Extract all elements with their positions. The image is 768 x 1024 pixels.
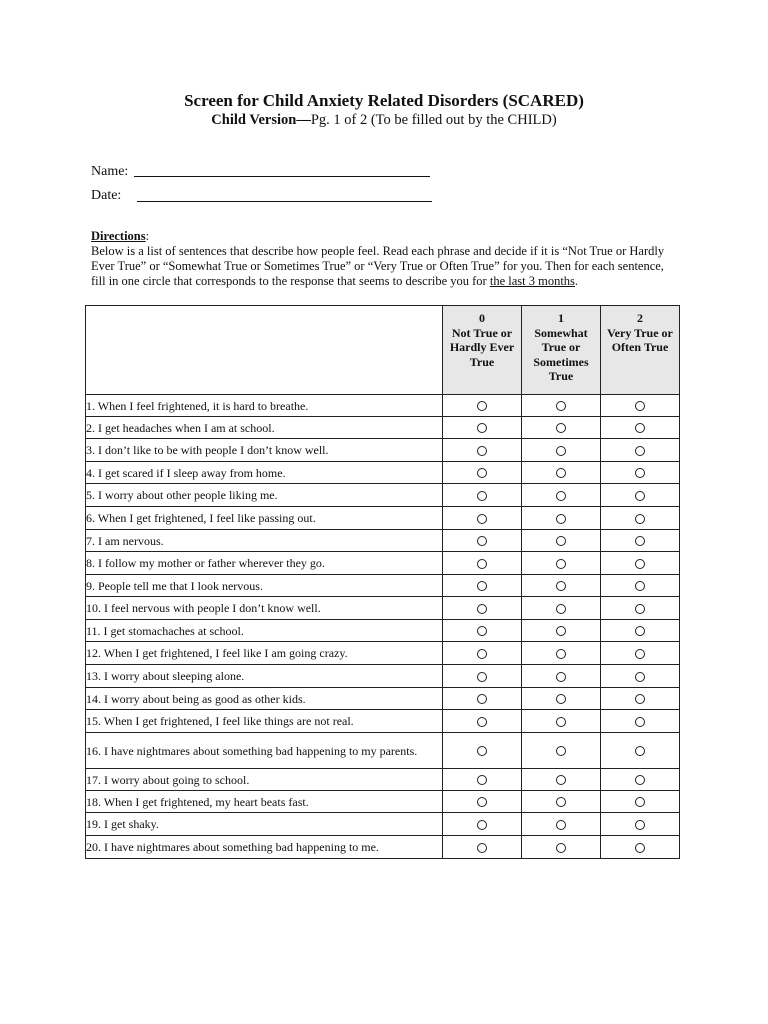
option-header-0 bbox=[443, 306, 522, 395]
response-cell-1 bbox=[522, 484, 601, 507]
response-cell-0 bbox=[443, 688, 522, 710]
response-cell-2 bbox=[601, 417, 680, 439]
table-row bbox=[86, 530, 680, 552]
response-cell-2 bbox=[601, 791, 680, 813]
response-radio-circle[interactable] bbox=[556, 536, 566, 546]
response-cell-1 bbox=[522, 530, 601, 552]
question-text: 3. I don’t like to be with people I don’t know well. bbox=[86, 439, 443, 462]
response-cell-2 bbox=[601, 484, 680, 507]
table-row bbox=[86, 836, 680, 859]
directions-text-end: . bbox=[574, 274, 579, 288]
response-radio-circle[interactable] bbox=[635, 491, 645, 501]
date-field[interactable] bbox=[137, 201, 432, 202]
response-cell-2 bbox=[601, 395, 680, 417]
table-row bbox=[86, 688, 680, 710]
question-text: 13. I worry about sleeping alone. bbox=[86, 665, 443, 688]
response-radio-circle[interactable] bbox=[556, 401, 566, 411]
response-cell-2 bbox=[601, 710, 680, 733]
response-radio-circle[interactable] bbox=[477, 581, 487, 591]
question-text: 15. When I get frightened, I feel like things are not real. bbox=[86, 710, 443, 733]
table-row bbox=[86, 462, 680, 484]
response-radio-circle[interactable] bbox=[556, 468, 566, 478]
table-row bbox=[86, 733, 680, 769]
response-radio-circle[interactable] bbox=[556, 672, 566, 682]
response-cell-0 bbox=[443, 710, 522, 733]
response-radio-circle[interactable] bbox=[556, 775, 566, 785]
response-cell-1 bbox=[522, 836, 601, 859]
response-radio-circle[interactable] bbox=[477, 843, 487, 853]
directions-colon: : bbox=[145, 229, 150, 243]
response-cell-2 bbox=[601, 733, 680, 769]
item-header-cell bbox=[86, 306, 443, 395]
response-cell-1 bbox=[522, 791, 601, 813]
response-cell-2 bbox=[601, 620, 680, 642]
response-cell-0 bbox=[443, 733, 522, 769]
question-text: 5. I worry about other people liking me. bbox=[86, 484, 443, 507]
response-radio-circle[interactable] bbox=[477, 717, 487, 727]
response-radio-circle[interactable] bbox=[477, 514, 487, 524]
question-text: 10. I feel nervous with people I don’t know well. bbox=[86, 597, 443, 620]
table-row bbox=[86, 597, 680, 620]
response-radio-circle[interactable] bbox=[635, 672, 645, 682]
response-cell-0 bbox=[443, 620, 522, 642]
response-cell-2 bbox=[601, 439, 680, 462]
option-score: 2 bbox=[637, 311, 643, 325]
question-text: 4. I get scared if I sleep away from home. bbox=[86, 462, 443, 484]
response-cell-0 bbox=[443, 769, 522, 791]
response-radio-circle[interactable] bbox=[635, 775, 645, 785]
response-cell-1 bbox=[522, 597, 601, 620]
response-radio-circle[interactable] bbox=[635, 649, 645, 659]
name-field[interactable] bbox=[134, 176, 430, 177]
response-radio-circle[interactable] bbox=[556, 820, 566, 830]
response-cell-1 bbox=[522, 439, 601, 462]
response-cell-1 bbox=[522, 575, 601, 597]
option-score: 1 bbox=[558, 311, 564, 325]
question-text: 19. I get shaky. bbox=[86, 813, 443, 836]
response-radio-circle[interactable] bbox=[635, 423, 645, 433]
response-cell-0 bbox=[443, 395, 522, 417]
response-radio-circle[interactable] bbox=[556, 694, 566, 704]
response-cell-2 bbox=[601, 575, 680, 597]
response-radio-circle[interactable] bbox=[556, 446, 566, 456]
response-radio-circle[interactable] bbox=[477, 468, 487, 478]
response-radio-circle[interactable] bbox=[556, 604, 566, 614]
response-cell-1 bbox=[522, 642, 601, 665]
response-cell-1 bbox=[522, 507, 601, 530]
table-row bbox=[86, 552, 680, 575]
response-cell-1 bbox=[522, 665, 601, 688]
response-cell-1 bbox=[522, 813, 601, 836]
response-cell-1 bbox=[522, 733, 601, 769]
table-row bbox=[86, 642, 680, 665]
question-text: 14. I worry about being as good as other kids. bbox=[86, 688, 443, 710]
response-radio-circle[interactable] bbox=[635, 604, 645, 614]
response-radio-circle[interactable] bbox=[477, 446, 487, 456]
question-text: 7. I am nervous. bbox=[86, 530, 443, 552]
response-radio-circle[interactable] bbox=[477, 797, 487, 807]
response-cell-0 bbox=[443, 597, 522, 620]
question-text: 8. I follow my mother or father wherever they go. bbox=[86, 552, 443, 575]
question-text: 1. When I feel frightened, it is hard to breathe. bbox=[86, 395, 443, 417]
response-radio-circle[interactable] bbox=[635, 536, 645, 546]
question-text: 12. When I get frightened, I feel like I am going crazy. bbox=[86, 642, 443, 665]
response-cell-1 bbox=[522, 710, 601, 733]
response-radio-circle[interactable] bbox=[556, 649, 566, 659]
response-radio-circle[interactable] bbox=[635, 843, 645, 853]
response-radio-circle[interactable] bbox=[477, 423, 487, 433]
table-row bbox=[86, 575, 680, 597]
question-text: 9. People tell me that I look nervous. bbox=[86, 575, 443, 597]
response-radio-circle[interactable] bbox=[477, 694, 487, 704]
option-label: Not True or Hardly Ever True bbox=[449, 325, 515, 369]
response-radio-circle[interactable] bbox=[635, 717, 645, 727]
option-score: 0 bbox=[479, 311, 485, 325]
response-cell-1 bbox=[522, 769, 601, 791]
response-radio-circle[interactable] bbox=[635, 797, 645, 807]
response-cell-0 bbox=[443, 642, 522, 665]
response-radio-circle[interactable] bbox=[556, 559, 566, 569]
response-cell-0 bbox=[443, 836, 522, 859]
response-cell-2 bbox=[601, 836, 680, 859]
form-subtitle bbox=[0, 112, 768, 129]
response-cell-0 bbox=[443, 507, 522, 530]
response-radio-circle[interactable] bbox=[477, 491, 487, 501]
response-radio-circle[interactable] bbox=[556, 626, 566, 636]
question-text: 2. I get headaches when I am at school. bbox=[86, 417, 443, 439]
subtitle-page-info: Pg. 1 of 2 (To be filled out by the CHILD) bbox=[310, 112, 557, 128]
table-header-row bbox=[86, 306, 680, 395]
response-radio-circle[interactable] bbox=[556, 717, 566, 727]
question-rows bbox=[86, 395, 680, 859]
directions-text bbox=[91, 244, 681, 289]
response-radio-circle[interactable] bbox=[477, 820, 487, 830]
response-cell-0 bbox=[443, 575, 522, 597]
question-text: 20. I have nightmares about something bad happening to me. bbox=[86, 836, 443, 859]
response-cell-2 bbox=[601, 642, 680, 665]
response-radio-circle[interactable] bbox=[477, 775, 487, 785]
question-text: 6. When I get frightened, I feel like passing out. bbox=[86, 507, 443, 530]
response-radio-circle[interactable] bbox=[477, 559, 487, 569]
response-cell-2 bbox=[601, 665, 680, 688]
question-text: 17. I worry about going to school. bbox=[86, 769, 443, 791]
table-row bbox=[86, 620, 680, 642]
option-header-1 bbox=[522, 306, 601, 395]
response-radio-circle[interactable] bbox=[635, 468, 645, 478]
table-row bbox=[86, 507, 680, 530]
response-cell-0 bbox=[443, 439, 522, 462]
response-cell-2 bbox=[601, 552, 680, 575]
response-cell-2 bbox=[601, 769, 680, 791]
response-cell-2 bbox=[601, 813, 680, 836]
response-radio-circle[interactable] bbox=[635, 746, 645, 756]
question-text: 11. I get stomachaches at school. bbox=[86, 620, 443, 642]
table-row bbox=[86, 417, 680, 439]
directions-time-period: the last 3 months bbox=[489, 274, 575, 288]
table-row bbox=[86, 710, 680, 733]
response-radio-circle[interactable] bbox=[635, 514, 645, 524]
response-radio-circle[interactable] bbox=[635, 446, 645, 456]
response-radio-circle[interactable] bbox=[477, 626, 487, 636]
response-radio-circle[interactable] bbox=[556, 746, 566, 756]
response-cell-0 bbox=[443, 665, 522, 688]
directions-block bbox=[91, 229, 681, 289]
option-label: Somewhat True or Sometimes True bbox=[533, 325, 589, 383]
option-header-2 bbox=[601, 306, 680, 395]
response-radio-circle[interactable] bbox=[477, 604, 487, 614]
response-cell-0 bbox=[443, 417, 522, 439]
response-cell-2 bbox=[601, 597, 680, 620]
response-cell-2 bbox=[601, 507, 680, 530]
table-row bbox=[86, 665, 680, 688]
subtitle-version: Child Version— bbox=[211, 112, 311, 128]
table-row bbox=[86, 439, 680, 462]
question-text: 16. I have nightmares about something bad happening to my parents. bbox=[86, 733, 443, 769]
response-cell-2 bbox=[601, 688, 680, 710]
response-cell-0 bbox=[443, 484, 522, 507]
name-label: Name: bbox=[91, 164, 129, 179]
response-radio-circle[interactable] bbox=[635, 401, 645, 411]
response-radio-circle[interactable] bbox=[477, 672, 487, 682]
response-radio-circle[interactable] bbox=[556, 843, 566, 853]
response-radio-circle[interactable] bbox=[556, 491, 566, 501]
response-radio-circle[interactable] bbox=[556, 423, 566, 433]
response-cell-1 bbox=[522, 552, 601, 575]
response-cell-2 bbox=[601, 462, 680, 484]
table-row bbox=[86, 395, 680, 417]
scared-questionnaire-table bbox=[85, 305, 680, 859]
response-cell-1 bbox=[522, 620, 601, 642]
response-cell-0 bbox=[443, 462, 522, 484]
question-text: 18. When I get frightened, my heart beats fast. bbox=[86, 791, 443, 813]
table-row bbox=[86, 791, 680, 813]
form-title: Screen for Child Anxiety Related Disorders (SCARED) bbox=[184, 91, 584, 110]
response-radio-circle[interactable] bbox=[477, 649, 487, 659]
response-cell-1 bbox=[522, 395, 601, 417]
response-radio-circle[interactable] bbox=[556, 797, 566, 807]
response-cell-0 bbox=[443, 530, 522, 552]
response-radio-circle[interactable] bbox=[635, 559, 645, 569]
response-radio-circle[interactable] bbox=[477, 536, 487, 546]
response-radio-circle[interactable] bbox=[477, 401, 487, 411]
directions-text-main: Below is a list of sentences that describe how people feel. Read each phrase and decide if it is “Not True or Hardly Ever True” or “Somewhat True or Sometimes True” or “Very True or Often True” for you. Then for each sentence, fill in one circle that corresponds to the response that seems to describe you for bbox=[91, 244, 665, 288]
response-cell-0 bbox=[443, 552, 522, 575]
response-radio-circle[interactable] bbox=[635, 820, 645, 830]
table-row bbox=[86, 769, 680, 791]
response-cell-1 bbox=[522, 688, 601, 710]
response-radio-circle[interactable] bbox=[635, 581, 645, 591]
response-cell-1 bbox=[522, 417, 601, 439]
response-cell-0 bbox=[443, 813, 522, 836]
response-radio-circle[interactable] bbox=[635, 626, 645, 636]
date-label: Date: bbox=[91, 188, 122, 203]
table-row bbox=[86, 813, 680, 836]
response-radio-circle[interactable] bbox=[635, 694, 645, 704]
response-radio-circle[interactable] bbox=[556, 514, 566, 524]
response-cell-1 bbox=[522, 462, 601, 484]
table-row bbox=[86, 484, 680, 507]
response-radio-circle[interactable] bbox=[556, 581, 566, 591]
response-cell-2 bbox=[601, 530, 680, 552]
response-radio-circle[interactable] bbox=[477, 746, 487, 756]
response-cell-0 bbox=[443, 791, 522, 813]
option-label: Very True or Often True bbox=[607, 325, 673, 354]
directions-heading: Directions bbox=[91, 229, 146, 243]
